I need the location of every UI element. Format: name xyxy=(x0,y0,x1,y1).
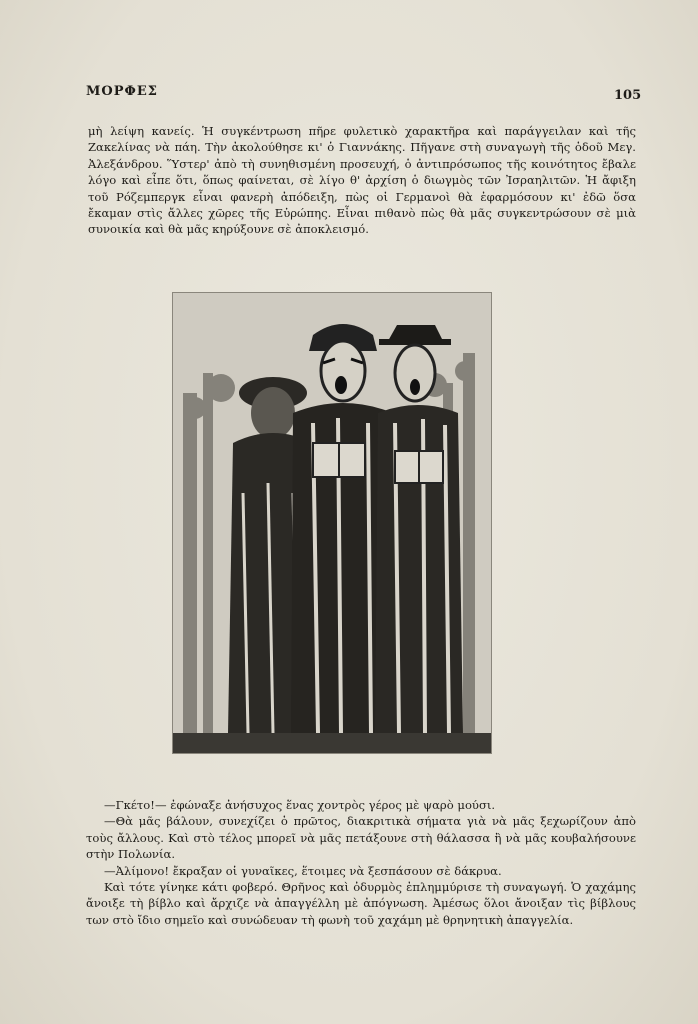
paragraph: —Γκέτο!— ἐφώναξε ἀνήσυχος ἕνας χοντρὸς γέρος μὲ ψαρὸ μούσι. xyxy=(104,798,496,812)
top-paragraph: μὴ λείψη κανείς. Ἡ συγκέντρωση πῆρε φυλετικὸ χαρακτῆρα καὶ παράγγειλαν καὶ τῆς Ζακελίνας νὰ πάη. Τὴν ἀκολούθησε κι' ὁ Γιαννάκης. Πῆγανε στὴ συναγωγὴ τῆς ὁδοῦ Μεγ. Ἀλεξάνδρου. Ὕστερ' ἀπὸ τὴ συνηθισμένη προσευχή, ὁ ἀντιπρόσωπος τῆς κοινότητος ἔβαλε λόγο καὶ εἶπε ὅτι, ὅπως φαίνεται, σὲ λίγο θ' ἀρχίση ὁ διωγμὸς τῶν Ἰσραηλιτῶν. Ἡ ἄφιξη τοῦ Ρόζεμπεργκ εἶναι φανερὴ ἀπόδειξη, πὼς οἱ Γερμανοὶ θὰ ἐφαρμόσουν κι' ἐδῶ ὅσα ἔκαμαν στὶς ἄλλες χῶρες τῆς Εὐρώπης. Εἶναι πιθανὸ πὼς θὰ μᾶς συγκεντρώσουν σὲ μιὰ συνοικία καὶ θὰ μᾶς κηρύξουνε σὲ ἀποκλεισμό. xyxy=(88,124,636,237)
bottom-text xyxy=(86,797,636,928)
paragraph: —Ἀλίμονο! ἔκραξαν οἱ γυναῖκες, ἕτοιμες νὰ ξεσπάσουν σὲ δάκρυα. xyxy=(104,863,502,878)
woodcut-illustration xyxy=(172,292,492,754)
woodcut-illustration-icon xyxy=(173,293,491,753)
paragraph: Καὶ τότε γίνηκε κάτι φοβερό. Θρῆνος καὶ ὀδυρμὸς ἐπλημμύρισε τὴ συναγωγή. Ὁ χαχάμης ἄνοιξε τὴ βίβλο καὶ ἄρχιζε νὰ ἀπαγγέλλη μὲ ἀπόγνωση. Ἀμέσως ὅλοι ἄνοιξαν τὶς βίβλους των στὸ ἴδιο σημεῖο καὶ συνώδευαν τὴ φωνὴ τοῦ χαχάμη μὲ θρηνητικὴ ἀπαγγελία. xyxy=(86,880,636,927)
page-number: 105 xyxy=(614,88,642,103)
running-title: ΜΟΡΦΕΣ xyxy=(86,84,158,99)
paragraph: —Θὰ μᾶς βάλουν, συνεχίζει ὁ πρῶτος, διακριτικὰ σήματα γιὰ νὰ μᾶς ξεχωρίζουν ἀπὸ τοὺς ἄλλους. Καὶ στὸ τέλος μπορεῖ νὰ μᾶς πετάξουνε στὴ θάλασσα ἢ νὰ μᾶς κουβαλήσουνε στὴν Πολωνία. xyxy=(86,814,636,862)
